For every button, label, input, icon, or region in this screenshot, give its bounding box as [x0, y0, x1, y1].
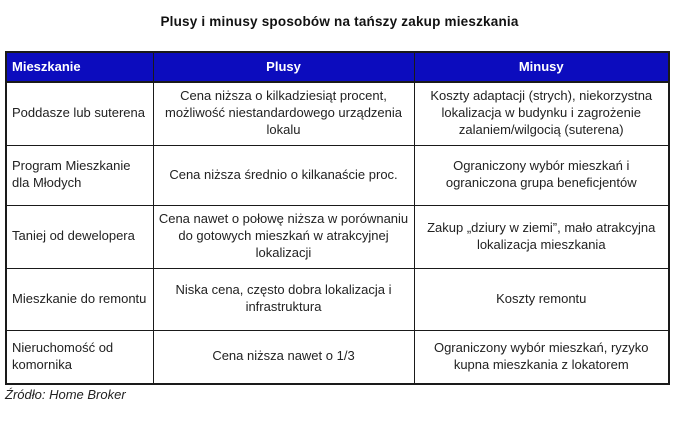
plus-cell: Niska cena, często dobra lokalizacja i infrastruktura: [153, 268, 414, 330]
header-cell-minus: Minusy: [414, 52, 669, 82]
minus-cell: Zakup „dziury w ziemi”, mało atrakcyjna lokalizacja mieszkania: [414, 205, 669, 268]
category-cell: Poddasze lub suterena: [6, 82, 153, 145]
minus-cell: Koszty remontu: [414, 268, 669, 330]
page-title: Plusy i minusy sposobów na tańszy zakup mieszkania: [160, 14, 519, 29]
table-row: [6, 145, 669, 205]
plus-cell: Cena niższa nawet o 1/3: [153, 330, 414, 384]
table-row: [6, 330, 669, 384]
plus-cell: Cena nawet o połowę niższa w porównaniu do gotowych mieszkań w atrakcyjnej lokalizacji: [153, 205, 414, 268]
minus-cell: Ograniczony wybór mieszkań i ograniczona grupa beneficjentów: [414, 145, 669, 205]
category-cell: Mieszkanie do remontu: [6, 268, 153, 330]
table-header-row: [6, 52, 669, 82]
plus-cell: Cena niższa o kilkadziesiąt procent, możliwość niestandardowego urządzenia lokalu: [153, 82, 414, 145]
table-row: [6, 268, 669, 330]
table-row: [6, 82, 669, 145]
minus-cell: Ograniczony wybór mieszkań, ryzyko kupna mieszkania z lokatorem: [414, 330, 669, 384]
category-cell: Nieruchomość od komornika: [6, 330, 153, 384]
plus-cell: Cena niższa średnio o kilkanaście proc.: [153, 145, 414, 205]
header-cell-plus: Plusy: [153, 52, 414, 82]
source-note: Źródło: Home Broker: [5, 387, 126, 402]
pros-cons-table: [5, 51, 670, 385]
minus-cell: Koszty adaptacji (strych), niekorzystna lokalizacja w budynku i zagrożenie zalaniem/wilgocią (suterena): [414, 82, 669, 145]
header-cell-category: Mieszkanie: [6, 52, 153, 82]
category-cell: Taniej od dewelopera: [6, 205, 153, 268]
table-row: [6, 205, 669, 268]
category-cell: Program Mieszkanie dla Młodych: [6, 145, 153, 205]
